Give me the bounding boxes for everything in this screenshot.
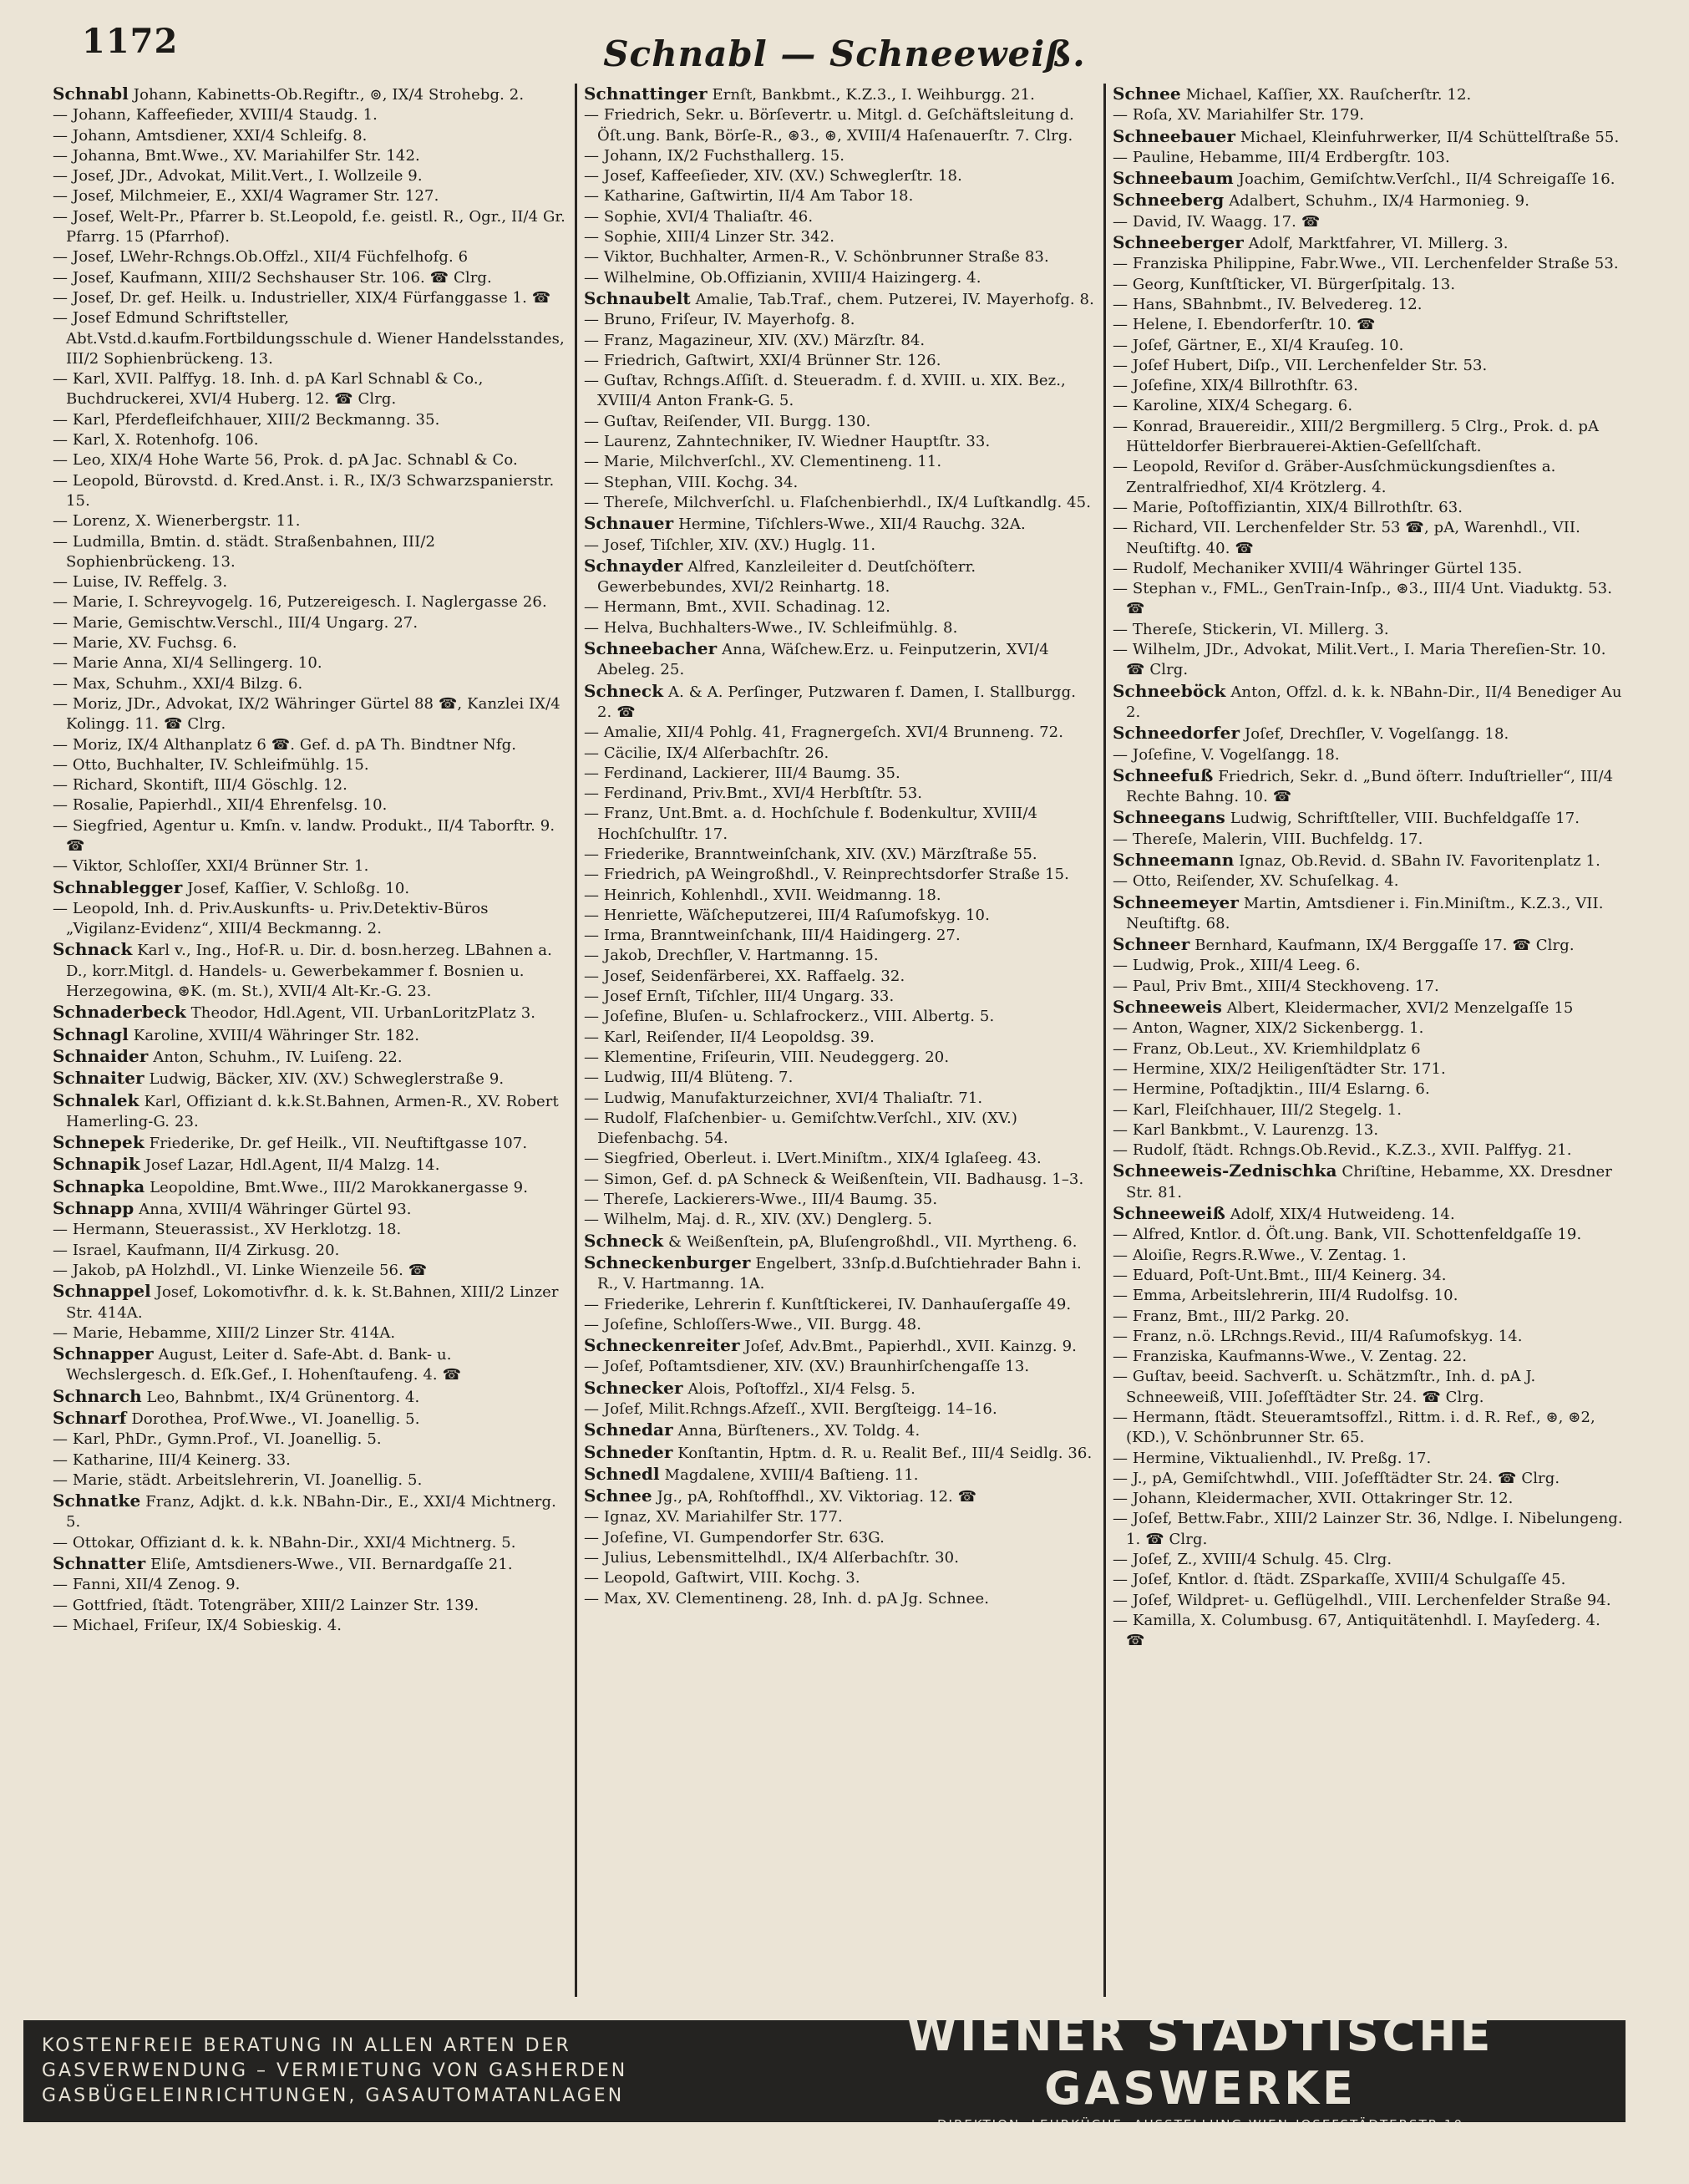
directory-entry: — Joſef Hubert, Diſp., VII. Lerchenfelder Str. 53. (1113, 356, 1488, 374)
directory-entry: — Laurenz, Zahntechniker, IV. Wiedner Hauptſtr. 33. (584, 433, 991, 451)
directory-entry: — Karl, PhDr., Gymn.Prof., VI. Joanellig. 5. (53, 1430, 382, 1449)
directory-entry: — Karl, Pferdefleifchhauer, XIII/2 Beckmanng. 35. (53, 410, 440, 429)
directory-entry: Schneeberger Adolf, Marktfahrer, VI. Millerg. 3. (1113, 232, 1509, 253)
ad-line-1: KOSTENFREIE BERATUNG IN ALLEN ARTEN DER (42, 2035, 571, 2056)
directory-entry: — Friederike, Lehrerin f. Kunſtſtickerei, IV. Danhauſergaſſe 49. (584, 1295, 1072, 1313)
directory-entry: Schnee Michael, Kaſſier, XX. Rauſcherſtr. 12. (1113, 84, 1472, 104)
directory-entry: — Franz, Unt.Bmt. a. d. Hochſchule f. Bodenkultur, XVIII/4 Hochſchulſtr. 17. (584, 805, 1038, 843)
directory-entry: Schnabl Johann, Kabinetts-Ob.Regiftr., ⊚, IX/4 Strohebg. 2. (53, 84, 525, 104)
entry-columns (46, 84, 1633, 1997)
surname-heading: Schneemeyer (1113, 891, 1240, 912)
directory-entry: — David, IV. Waagg. 17. ☎ (1113, 212, 1321, 231)
directory-entry: — Ludmilla, Bmtin. d. städt. Straßenbahnen, III/2 Sophienbrückeng. 13. (53, 532, 436, 571)
surname-heading: Schnatke (53, 1491, 141, 1511)
directory-entry: Schnattinger Ernſt, Bankbmt., K.Z.3., I. Weihburgg. 21. (584, 84, 1036, 104)
directory-entry: Schneer Bernhard, Kaufmann, IX/4 Berggaſſe 17. ☎ Clrg. (1113, 934, 1575, 955)
directory-entry: Schnee Jg., pA, Rohſtoffhdl., XV. Viktoriag. 12. ☎ (584, 1486, 977, 1506)
surname-heading: Schneder (584, 1441, 673, 1462)
directory-entry: — Katharine, III/4 Keinerg. 33. (53, 1450, 291, 1469)
surname-heading: Schneeböck (1113, 680, 1226, 701)
surname-heading: Schneeberger (1113, 232, 1244, 253)
directory-entry: — Karl, X. Rotenhofg. 106. (53, 431, 259, 449)
directory-entry: Schneefuß Friedrich, Sekr. d. „Bund öſterr. Induſtrieller“, III/4 Rechte Bahng. 10. ☎ (1113, 764, 1614, 806)
directory-entry: — Max, Schuhm., XXI/4 Bilzg. 6. (53, 674, 303, 693)
directory-entry: Schnedar Anna, Bürſteners., XV. Toldg. 4. (584, 1420, 921, 1440)
directory-entry: — Friedrich, pA Weingroßhdl., V. Reinprechtsdorfer Straße 15. (584, 866, 1069, 884)
directory-entry: — Emma, Arbeitslehrerin, III/4 Rudolfsg. 10. (1113, 1287, 1458, 1305)
directory-entry: Schnayder Alfred, Kanzleileiter d. Deutſchöſterr. Gewerbebundes, XVI/2 Reinhartg. 18. (584, 555, 976, 597)
directory-entry: — Ludwig, Prok., XIII/4 Leeg. 6. (1113, 957, 1361, 975)
directory-entry: — Franz, Ob.Leut., XV. Kriemhildplatz 6 (1113, 1039, 1421, 1058)
directory-entry: — Guſtav, Rchngs.Aſſiſt. d. Steueradm. f. d. XVIII. u. XIX. Bez., XVIII/4 Anton Frank-G. 5. (584, 372, 1066, 410)
directory-entry: — Israel, Kaufmann, II/4 Zirkusg. 20. (53, 1241, 340, 1259)
directory-entry: — Pauline, Hebamme, III/4 Erdbergſtr. 103. (1113, 148, 1450, 166)
directory-entry: — Rosalie, Papierhdl., XII/4 Ehrenfelsg. 10. (53, 796, 388, 815)
directory-entry: — Karl, XVII. Palffyg. 18. Inh. d. pA Karl Schnabl & Co., Buchdruckerei, XVI/4 Huberg. 12. ☎ Clrg. (53, 370, 484, 409)
surname-heading: Schnablegger (53, 876, 183, 897)
directory-entry: — Karl, Reiſender, II/4 Leopoldsg. 39. (584, 1028, 875, 1046)
directory-entry: Schneckenburger Engelbert, 33nſp.d.Buſchtiehrader Bahn i. R., V. Hartmanng. 1A. (584, 1252, 1082, 1293)
directory-entry: — Franziska Philippine, Fabr.Wwe., VII. Lerchenfelder Straße 53. (1113, 255, 1619, 273)
directory-entry: — Stephan v., FML., GenTrain-Inſp., ⊛3., III/4 Unt. Viaduktg. 53. ☎ (1113, 580, 1613, 618)
directory-entry: — Marie, Hebamme, XIII/2 Linzer Str. 414A. (53, 1323, 396, 1342)
directory-entry: — Bruno, Friſeur, IV. Mayerhofg. 8. (584, 311, 855, 329)
directory-entry: — Hermine, Viktualienhdl., IV. Preßg. 17. (1113, 1449, 1432, 1467)
advertisement-banner (23, 2009, 1626, 2132)
advertisement-left-text (42, 2034, 794, 2109)
surname-heading: Schnaderbeck (53, 1002, 186, 1023)
directory-entry: — Leopold, Bürovstd. d. Kred.Anst. i. R., IX/3 Schwarzspanierstr. 15. (53, 471, 555, 510)
directory-entry: Schnapik Josef Lazar, Hdl.Agent, II/4 Malzg. 14. (53, 1154, 440, 1175)
directory-entry: — Hermine, XIX/2 Heiligenſtädter Str. 171. (1113, 1059, 1446, 1078)
directory-entry: — Marie, XV. Fuchsg. 6. (53, 634, 237, 653)
directory-entry: — Amalie, XII/4 Pohlg. 41, Fragnergeſch. XVI/4 Brunneng. 72. (584, 724, 1064, 742)
surname-heading: Schnedar (584, 1420, 673, 1440)
directory-entry: — Joſefine, XIX/4 Billrothſtr. 63. (1113, 377, 1358, 395)
directory-entry: — Klementine, Friſeurin, VIII. Neudeggerg. 20. (584, 1048, 950, 1066)
directory-entry: — Josef, Kaffeeſieder, XIV. (XV.) Schweglerſtr. 18. (584, 167, 962, 185)
surname-heading: Schneebaum (1113, 168, 1234, 189)
surname-heading: Schnapp (53, 1198, 134, 1219)
directory-entry: — Leo, XIX/4 Hohe Warte 56, Prok. d. pA Jac. Schnabl & Co. (53, 451, 518, 470)
surname-heading: Schneck (584, 680, 664, 701)
directory-entry: — Ludwig, Manufakturzeichner, XVI/4 Thaliaſtr. 71. (584, 1089, 983, 1107)
surname-heading: Schneckenreiter (584, 1335, 740, 1356)
directory-entry: — Sophie, XVI/4 Thaliaſtr. 46. (584, 207, 814, 226)
directory-entry: — Cäcilie, IX/4 Alſerbachſtr. 26. (584, 744, 829, 762)
directory-entry: — Thereſe, Lackierers-Wwe., III/4 Baumg. 35. (584, 1191, 938, 1209)
directory-entry: Schnaider Anton, Schuhm., IV. Luiſeng. 22. (53, 1045, 403, 1066)
surname-heading: Schneemann (1113, 849, 1235, 870)
directory-entry: Schneemann Ignaz, Ob.Revid. d. SBahn IV. Favoritenplatz 1. (1113, 849, 1600, 870)
running-head: Schnabl — Schneeweiß. (603, 33, 1086, 74)
directory-entry: — Thereſe, Milchverſchl. u. Flaſchenbierhdl., IX/4 Luſtkandlg. 45. (584, 493, 1092, 511)
directory-entry: — Josef, Seidenfärberei, XX. Raffaelg. 32. (584, 967, 905, 985)
directory-entry: — Wilhelm, JDr., Advokat, Milit.Vert., I. Maria Thereſien-Str. 10. ☎ Clrg. (1113, 641, 1606, 679)
directory-entry: — Julius, Lebensmittelhdl., IX/4 Alſerbachſtr. 30. (584, 1549, 960, 1567)
directory-entry: Schneeweis Albert, Kleidermacher, XVI/2 Menzelgaſſe 15 (1113, 997, 1574, 1018)
directory-entry: — Joſef, Wildpret- u. Geflügelhdl., VIII. Lerchenfelder Straße 94. (1113, 1591, 1611, 1609)
directory-entry: — Joſef, Z., XVIII/4 Schulg. 45. Clrg. (1113, 1551, 1392, 1569)
directory-entry: — Joſef, Poſtamtsdiener, XIV. (XV.) Braunhirſchengaſſe 13. (584, 1358, 1030, 1376)
directory-entry: Schnecker Alois, Poſtoffzl., XI/4 Felsg. 5. (584, 1377, 916, 1398)
directory-entry: Schneebaum Joachim, Gemiſchtw.Verſchl., II/4 Schreigaſſe 16. (1113, 168, 1615, 189)
directory-entry: — Leopold, Reviſor d. Gräber-Ausſchmückungsdienſtes a. Zentralfriedhof, XI/4 Krötzlerg. 4. (1113, 458, 1556, 496)
directory-entry: — Kamilla, X. Columbusg. 67, Antiquitätenhdl. I. Mayſederg. 4. ☎ (1113, 1611, 1600, 1650)
surname-heading: Schnepek (53, 1132, 145, 1153)
directory-entry: — Franziska, Kaufmanns-Wwe., V. Zentag. 22. (1113, 1348, 1468, 1366)
directory-entry: — Johann, Kleidermacher, XVII. Ottakringer Str. 12. (1113, 1490, 1514, 1508)
directory-entry: — Heinrich, Kohlenhdl., XVII. Weidmanng. 18. (584, 886, 941, 904)
directory-entry: — Rudolf, Mechaniker XVIII/4 Währinger Gürtel 135. (1113, 559, 1523, 577)
directory-entry: — Sophie, XIII/4 Linzer Str. 342. (584, 228, 835, 246)
directory-entry: — Jakob, Drechſler, V. Hartmanng. 15. (584, 947, 879, 965)
surname-heading: Schnaider (53, 1045, 149, 1066)
surname-heading: Schnatter (53, 1553, 146, 1574)
directory-entry: Schnalek Karl, Offiziant d. k.k.St.Bahnen, Armen-R., XV. Robert Hamerling-G. 23. (53, 1089, 559, 1130)
directory-entry: — Alfred, Kntlor. d. Öſt.ung. Bank, VII. Schottenfeldgaſſe 19. (1113, 1226, 1582, 1244)
directory-entry: — Anton, Wagner, XIX/2 Sickenbergg. 1. (1113, 1019, 1424, 1038)
directory-entry: — Henriette, Wäſcheputzerei, III/4 Raſumofskyg. 10. (584, 906, 990, 924)
directory-entry: — Moriz, IX/4 Althanplatz 6 ☎. Gef. d. pA Th. Bindtner Nfg. (53, 735, 517, 754)
surname-heading: Schneck (584, 1230, 664, 1251)
directory-entry: — Joſefine, Schloſſers-Wwe., VII. Burgg. 48. (584, 1315, 922, 1333)
directory-entry: — Marie, I. Schreyvogelg. 16, Putzereigesch. I. Naglergasse 26. (53, 593, 547, 612)
directory-entry: Schnappel Josef, Lokomotivfhr. d. k. k. St.Bahnen, XIII/2 Linzer Str. 414A. (53, 1281, 559, 1322)
directory-entry: Schneebacher Anna, Wäſchew.Erz. u. Feinputzerin, XVI/4 Abeleg. 25. (584, 638, 1049, 679)
directory-entry: Schnaderbeck Theodor, Hdl.Agent, VII. UrbanLoritzPlatz 3. (53, 1002, 536, 1023)
ad-line-2: GASVERWENDUNG – VERMIETUNG VON GASHERDEN (42, 2060, 628, 2081)
directory-entry: — Hermann, Bmt., XVII. Schadinag. 12. (584, 598, 890, 617)
directory-entry: — Thereſe, Malerin, VIII. Buchfeldg. 17. (1113, 830, 1423, 848)
directory-entry: — Franz, n.ö. LRchngs.Revid., III/4 Raſumofskyg. 14. (1113, 1327, 1523, 1345)
surname-heading: Schnapik (53, 1154, 140, 1175)
surname-heading: Schneebauer (1113, 125, 1235, 146)
directory-entry: — Ignaz, XV. Mariahilfer Str. 177. (584, 1508, 843, 1526)
column-1 (46, 84, 575, 1997)
directory-entry: Schnarf Dorothea, Prof.Wwe., VI. Joanellig. 5. (53, 1408, 420, 1428)
column-3 (1103, 84, 1632, 1997)
directory-entry: Schnapka Leopoldine, Bmt.Wwe., III/2 Marokkanergasse 9. (53, 1176, 529, 1196)
surname-heading: Schneeweis-Zednischka (1113, 1161, 1337, 1181)
directory-entry: — Helene, I. Ebendorferſtr. 10. ☎ (1113, 316, 1376, 334)
advertisement-brand (794, 2009, 1607, 2134)
directory-entry: — Josef, Tiſchler, XIV. (XV.) Huglg. 11. (584, 536, 876, 554)
directory-entry: Schneder Konſtantin, Hptm. d. R. u. Realit Bef., III/4 Seidlg. 36. (584, 1441, 1093, 1462)
directory-entry: — Ludwig, III/4 Blüteng. 7. (584, 1069, 794, 1087)
directory-entry: — Georg, Kunſtſticker, VI. Bürgerſpitalg. 13. (1113, 275, 1456, 293)
directory-entry: — Friedrich, Gaſtwirt, XXI/4 Brünner Str. 126. (584, 351, 941, 369)
directory-entry: — Marie Anna, XI/4 Sellingerg. 10. (53, 654, 322, 673)
directory-entry: Schnapper August, Leiter d. Safe-Abt. d. Bank- u. Wechslergesch. d. Eſk.Gef., I. Hohenſtaufeng. 4. ☎ (53, 1343, 462, 1384)
directory-entry: Schneemeyer Martin, Amtsdiener i. Fin.Miniſtm., K.Z.3., VII. Neuſtiftg. 68. (1113, 891, 1604, 932)
directory-entry: — Hermann, Steuerassist., XV Herklotzg. 18. (53, 1221, 402, 1239)
directory-entry: Schnack Karl v., Ing., Hof-R. u. Dir. d. bosn.herzeg. LBahnen a. D., korr.Mitgl. d. Handels- u. Gewerbekammer f. Bosnien u. Herzegowina, ⊛K. (m. St.), XVII/4 Alt-Kr.-G. 23. (53, 939, 552, 1001)
surname-heading: Schnapka (53, 1176, 145, 1196)
directory-entry: — Irma, Branntweinſchank, III/4 Haidingerg. 27. (584, 927, 961, 945)
directory-entry: Schneckenreiter Joſef, Adv.Bmt., Papierhdl., XVII. Kainzg. 9. (584, 1335, 1077, 1356)
surname-heading: Schnarch (53, 1385, 142, 1406)
directory-entry: — Siegfried, Oberleut. i. LVert.Miniſtm., XIX/4 Iglaſeeg. 43. (584, 1150, 1042, 1168)
surname-heading: Schneefuß (1113, 764, 1214, 785)
directory-entry: Schneck A. & A. Perſinger, Putzwaren f. Damen, I. Stallburgg. 2. ☎ (584, 680, 1077, 721)
directory-entry: Schneeberg Adalbert, Schuhm., IX/4 Harmonieg. 9. (1113, 190, 1530, 211)
directory-entry: — Helva, Buchhalters-Wwe., IV. Schleifmühlg. 8. (584, 618, 958, 637)
advertisement-subline: DIREKTION, LEHRKÜCHE, AUSSTELLUNG WIEN-JOSEFSTÄDTERSTR 10 (936, 2117, 1464, 2132)
directory-entry: — Ottokar, Offiziant d. k. k. NBahn-Dir., XXI/4 Michtnerg. 5. (53, 1533, 516, 1552)
directory-entry: — Konrad, Brauereidir., XIII/2 Bergmillerg. 5 Clrg., Prok. d. pA Hütteldorfer Bierbrauerei-Aktien-Geſellſchaft. (1113, 417, 1600, 456)
surname-heading: Schnarf (53, 1408, 127, 1428)
directory-entry: — Eduard, Poſt-Unt.Bmt., III/4 Keinerg. 34. (1113, 1266, 1447, 1284)
directory-entry: Schneeweiß Adolf, XIX/4 Hutweideng. 14. (1113, 1203, 1455, 1224)
directory-entry: — Johann, IX/2 Fuchsthallerg. 15. (584, 146, 845, 165)
directory-entry: — Josef Edmund Schriftsteller, Abt.Vstd.d.kaufm.Fortbildungsschule d. Wiener Handelsstandes, III/2 Sophienbrückeng. 13. (53, 309, 565, 368)
surname-heading: Schnack (53, 939, 133, 960)
directory-entry: Schnatter Eliſe, Amtsdieners-Wwe., VII. Bernardgaſſe 21. (53, 1553, 513, 1574)
directory-entry: Schnagl Karoline, XVIII/4 Währinger Str. 182. (53, 1023, 420, 1044)
surname-heading: Schneckenburger (584, 1252, 751, 1272)
surname-heading: Schnattinger (584, 84, 708, 104)
directory-entry: — Joſefine, VI. Gumpendorfer Str. 63G. (584, 1528, 885, 1547)
surname-heading: Schnalek (53, 1089, 139, 1110)
directory-entry: — Richard, VII. Lerchenfelder Str. 53 ☎, pA, Warenhdl., VII. Neuſtiftg. 40. ☎ (1113, 519, 1580, 557)
directory-entry: — J., pA, Gemiſchtwhdl., VIII. Joſefſtädter Str. 24. ☎ Clrg. (1113, 1469, 1560, 1487)
directory-entry: — Jakob, pA Holzhdl., VI. Linke Wienzeile 56. ☎ (53, 1261, 428, 1279)
directory-entry: — Katharine, Gaſtwirtin, II/4 Am Tabor 18. (584, 187, 914, 206)
directory-entry: — Karl, Fleiſchhauer, III/2 Stegelg. 1. (1113, 1100, 1402, 1119)
directory-entry: — Marie, Milchverſchl., XV. Clementineng. 11. (584, 453, 942, 471)
directory-entry: — Franz, Magazineur, XIV. (XV.) Märzſtr. 84. (584, 331, 926, 349)
column-2 (575, 84, 1103, 1997)
surname-heading: Schnecker (584, 1377, 683, 1398)
directory-entry: — Thereſe, Stickerin, VI. Millerg. 3. (1113, 620, 1389, 638)
directory-entry: — Marie, städt. Arbeitslehrerin, VI. Joanellig. 5. (53, 1470, 423, 1489)
directory-entry: — Leopold, Gaſtwirt, VIII. Kochg. 3. (584, 1569, 860, 1587)
ad-line-3: GASBÜGELEINRICHTUNGEN, GASAUTOMATANLAGEN (42, 2085, 625, 2106)
directory-entry: Schneck & Weißenſtein, pA, Bluſengroßhdl., VII. Myrtheng. 6. (584, 1230, 1078, 1251)
directory-entry: — Aloiſie, Regrs.R.Wwe., V. Zentag. 1. (1113, 1246, 1407, 1264)
directory-entry: Schnaiter Ludwig, Bäcker, XIV. (XV.) Schweglerstraße 9. (53, 1068, 505, 1089)
surname-heading: Schnauer (584, 513, 674, 534)
directory-entry: — Wilhelm, Maj. d. R., XIV. (XV.) Denglerg. 5. (584, 1211, 933, 1229)
directory-entry: — Josef, Dr. gef. Heilk. u. Industrieller, XIX/4 Fürfanggasse 1. ☎ (53, 288, 551, 307)
surname-heading: Schneedorfer (1113, 723, 1240, 744)
surname-heading: Schnapper (53, 1343, 154, 1364)
surname-heading: Schneer (1113, 934, 1190, 955)
directory-entry: — Ferdinand, Priv.Bmt., XVI/4 Herbſtſtr. 53. (584, 785, 923, 803)
directory-entry: — Josef, Kaufmann, XIII/2 Sechshauser Str. 106. ☎ Clrg. (53, 268, 492, 287)
surname-heading: Schnappel (53, 1281, 151, 1302)
directory-entry: — Leopold, Inh. d. Priv.Auskunfts- u. Priv.Detektiv-Büros „Vigilanz-Evidenz“, XIII/4 Beckmanng. 2. (53, 899, 489, 938)
directory-entry: Schneeböck Anton, Offzl. d. k. k. NBahn-Dir., II/4 Benediger Au 2. (1113, 680, 1622, 721)
directory-entry: — Wilhelmine, Ob.Offizianin, XVIII/4 Haizingerg. 4. (584, 268, 981, 287)
directory-entry: Schnarch Leo, Bahnbmt., IX/4 Grünentorg. 4. (53, 1385, 420, 1406)
directory-entry: — Luise, IV. Reffelg. 3. (53, 573, 228, 592)
surname-heading: Schneeweiß (1113, 1203, 1225, 1224)
directory-entry: — Rudolf, ſtädt. Rchngs.Ob.Revid., K.Z.3., XVII. Palffyg. 21. (1113, 1141, 1572, 1160)
directory-entry: — Rudolf, Flaſchenbier- u. Gemiſchtw.Verſchl., XIV. (XV.) Diefenbachg. 54. (584, 1109, 1018, 1148)
directory-entry: — Fanni, XII/4 Zenog. 9. (53, 1576, 241, 1594)
advertisement-title: WIENER STÄDTISCHE GASWERKE (906, 2009, 1494, 2115)
directory-entry: — Hans, SBahnbmt., IV. Belvedereg. 12. (1113, 295, 1423, 313)
directory-entry: — Karoline, XIX/4 Schegarg. 6. (1113, 397, 1353, 415)
directory-entry: — Josef Ernſt, Tiſchler, III/4 Ungarg. 33. (584, 988, 895, 1006)
directory-entry: Schnaubelt Amalie, Tab.Traf., chem. Putzerei, IV. Mayerhofg. 8. (584, 287, 1094, 308)
directory-entry: Schnedl Magdalene, XVIII/4 Baſtieng. 11. (584, 1463, 919, 1484)
directory-entry: — Josef, Welt-Pr., Pfarrer b. St.Leopold, f.e. geistl. R., Ogr., II/4 Gr. Pfarrg. 15 (Pfarrhof). (53, 207, 566, 246)
directory-entry: — Viktor, Buchhalter, Armen-R., V. Schönbrunner Straße 83. (584, 248, 1049, 267)
directory-entry: Schnablegger Josef, Kaſſier, V. Schloßg. 10. (53, 876, 410, 897)
directory-entry: — Guſtav, Reiſender, VII. Burgg. 130. (584, 412, 871, 430)
directory-entry: — Simon, Gef. d. pA Schneck & Weißenſtein, VII. Badhausg. 1–3. (584, 1170, 1084, 1188)
directory-entry: — Paul, Priv Bmt., XIII/4 Steckhoveng. 17. (1113, 977, 1439, 995)
directory-entry: Schnapp Anna, XVIII/4 Währinger Gürtel 93. (53, 1198, 412, 1219)
surname-heading: Schneebacher (584, 638, 718, 659)
directory-entry: — Joſefine, V. Vogelſangg. 18. (1113, 745, 1340, 764)
directory-entry: — Michael, Friſeur, IX/4 Sobieskig. 4. (53, 1616, 342, 1634)
directory-entry: — Guſtav, beeid. Sachverſt. u. Schätzmſtr., Inh. d. pA J. Schneeweiß, VIII. Joſefſtädter Str. 24. ☎ Clrg. (1113, 1368, 1536, 1406)
directory-entry: — Karl Bankbmt., V. Laurenzg. 13. (1113, 1120, 1379, 1139)
surname-heading: Schnabl (53, 84, 129, 104)
surname-heading: Schnayder (584, 555, 683, 576)
directory-entry: — Stephan, VIII. Kochg. 34. (584, 473, 799, 491)
directory-entry: — Hermine, Poſtadjktin., III/4 Eslarng. 6. (1113, 1080, 1430, 1099)
directory-entry: — Max, XV. Clementineng. 28, Inh. d. pA Jg. Schnee. (584, 1589, 990, 1608)
directory-entry: — Roſa, XV. Mariahilfer Str. 179. (1113, 106, 1365, 124)
directory-entry: — Johann, Kaffeefieder, XVIII/4 Staudg. 1. (53, 106, 378, 124)
directory-entry: — Marie, Poſtoffiziantin, XIX/4 Billrothſtr. 63. (1113, 498, 1463, 516)
directory-entry: Schneebauer Michael, Kleinfuhrwerker, II/4 Schüttelſtraße 55. (1113, 125, 1620, 146)
directory-entry: — Joſef, Gärtner, E., XI/4 Krauſeg. 10. (1113, 336, 1404, 354)
directory-entry: — Joſef, Bettw.Fabr., XIII/2 Lainzer Str. 36, Ndlge. I. Nibelungeng. 1. ☎ Clrg. (1113, 1510, 1623, 1548)
surname-heading: Schnagl (53, 1023, 129, 1044)
directory-entry: — Friederike, Branntweinſchank, XIV. (XV.) Märzſtraße 55. (584, 845, 1037, 863)
directory-entry: Schneegans Ludwig, Schriftſteller, VIII. Buchfeldgaſſe 17. (1113, 807, 1580, 828)
directory-entry: — Josef, JDr., Advokat, Milit.Vert., I. Wollzeile 9. (53, 167, 423, 185)
surname-heading: Schneeberg (1113, 190, 1225, 211)
directory-entry: — Moriz, JDr., Advokat, IX/2 Währinger Gürtel 88 ☎, Kanzlei IX/4 Kolingg. 11. ☎ Clrg. (53, 694, 560, 734)
directory-entry: — Otto, Reiſender, XV. Schuſelkag. 4. (1113, 872, 1399, 891)
surname-heading: Schneegans (1113, 807, 1225, 828)
directory-entry: — Joſef, Kntlor. d. ſtädt. ZSparkaſſe, XVIII/4 Schulgaſſe 45. (1113, 1571, 1566, 1589)
directory-entry: — Johanna, Bmt.Wwe., XV. Mariahilfer Str. 142. (53, 146, 420, 165)
directory-entry: — Josef, Milchmeier, E., XXI/4 Wagramer Str. 127. (53, 187, 439, 206)
directory-entry: — Joſef, Milit.Rchngs.Afzeſſ., XVII. Bergſteigg. 14–16. (584, 1400, 997, 1418)
directory-entry: Schneeweis-Zednischka Chriſtine, Hebamme, XX. Dresdner Str. 81. (1113, 1161, 1612, 1201)
directory-entry: — Josef, LWehr-Rchngs.Ob.Offzl., XII/4 Füchfelhofg. 6 (53, 248, 469, 267)
directory-entry: Schneedorfer Joſef, Drechſler, V. Vogelſangg. 18. (1113, 723, 1509, 744)
directory-entry: Schnatke Franz, Adjkt. d. k.k. NBahn-Dir., E., XXI/4 Michtnerg. 5. (53, 1491, 556, 1531)
directory-entry: — Siegfried, Agentur u. Kmſn. v. landw. Produkt., II/4 Taborftr. 9. ☎ (53, 816, 555, 855)
surname-heading: Schneeweis (1113, 997, 1222, 1018)
surname-heading: Schnedl (584, 1463, 660, 1484)
surname-heading: Schnee (584, 1486, 652, 1506)
directory-entry: — Gottfried, ſtädt. Totengräber, XIII/2 Lainzer Str. 139. (53, 1596, 479, 1614)
directory-entry: — Hermann, ſtädt. Steueramtsoffzl., Rittm. i. d. R. Ref., ⊛, ⊛2, (KD.), V. Schönbrunner Str. 65. (1113, 1409, 1595, 1447)
directory-entry: — Joſefine, Bluſen- u. Schlafrockerz., VIII. Albertg. 5. (584, 1008, 995, 1026)
directory-entry: — Franz, Bmt., III/2 Parkg. 20. (1113, 1307, 1350, 1325)
surname-heading: Schnaiter (53, 1068, 145, 1089)
directory-entry: — Viktor, Schloſſer, XXI/4 Brünner Str. 1. (53, 857, 369, 876)
directory-entry: — Marie, Gemischtw.Verschl., III/4 Ungarg. 27. (53, 613, 418, 632)
directory-entry: — Richard, Skontift, III/4 Göschlg. 12. (53, 776, 347, 795)
directory-entry: — Johann, Amtsdiener, XXI/4 Schleifg. 8. (53, 126, 368, 145)
directory-entry: — Friedrich, Sekr. u. Börſevertr. u. Mitgl. d. Geſchäftsleitung d. Öſt.ung. Bank, Börſe-R., ⊛3., ⊛, XVIII/4 Haſenauerſtr. 7. Clrg. (584, 106, 1074, 145)
directory-entry: — Ferdinand, Lackierer, III/4 Baumg. 35. (584, 764, 900, 782)
directory-entry: — Lorenz, X. Wienerbergstr. 11. (53, 512, 301, 531)
directory-entry: — Otto, Buchhalter, IV. Schleifmühlg. 15. (53, 755, 369, 774)
surname-heading: Schnaubelt (584, 287, 691, 308)
directory-entry: Schnepek Friederike, Dr. gef Heilk., VII. Neuftiftgasse 107. (53, 1132, 528, 1153)
directory-entry: Schnauer Hermine, Tiſchlers-Wwe., XII/4 Rauchg. 32A. (584, 513, 1026, 534)
surname-heading: Schnee (1113, 84, 1181, 104)
page-number: 1172 (82, 22, 179, 61)
